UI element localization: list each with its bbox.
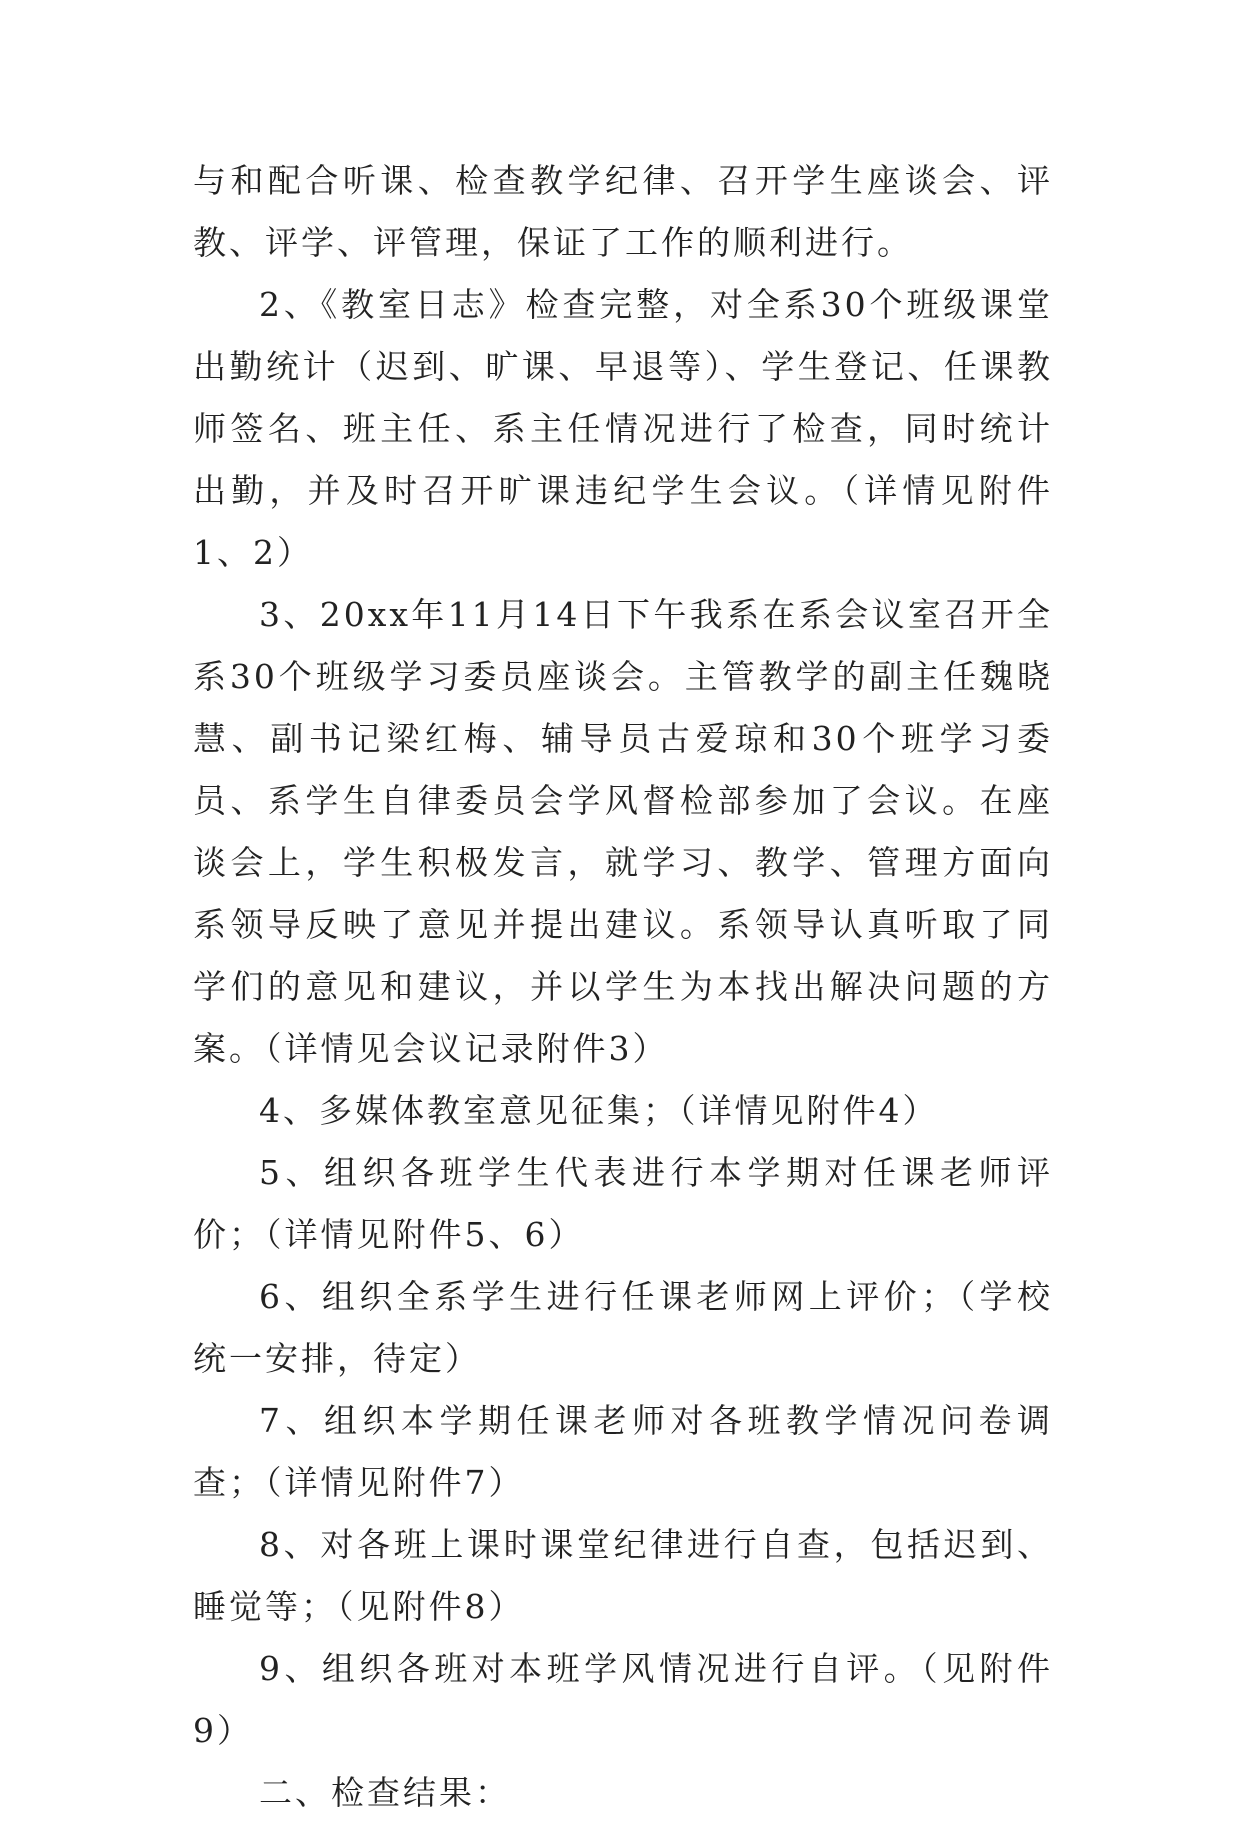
paragraph-continuation: 与和配合听课、检查教学纪律、召开学生座谈会、评教、评学、评管理，保证了工作的顺利进行。 xyxy=(193,161,1053,262)
paragraph-item-3: 3、20xx年11月14日下午我系在系会议室召开全系30个班级学习委员座谈会。主管教学的副主任魏晓慧、副书记梁红梅、辅导员古爱琼和30个班学习委员、系学生自律委员会学风督检部参加了会议。在座谈会上，学生积极发言，就学习、教学、管理方面向系领导反映了意见并提出建议。系领导认真听取了同学们的意见和建议，并以学生为本找出解决问题的方案。（详情见会议记录附件3） xyxy=(193,595,1053,1068)
paragraph-item-5: 5、组织各班学生代表进行本学期对任课老师评价；（详情见附件5、6） xyxy=(193,1153,1053,1254)
document-body xyxy=(193,150,1053,1824)
paragraph-item-9: 9、组织各班对本班学风情况进行自评。（见附件9） xyxy=(193,1649,1053,1750)
paragraph-item-4: 4、多媒体教室意见征集；（详情见附件4） xyxy=(259,1091,939,1130)
paragraph-item-2: 2、《教室日志》检查完整，对全系30个班级课堂出勤统计（迟到、旷课、早退等）、学生登记、任课教师签名、班主任、系主任情况进行了检查，同时统计出勤，并及时召开旷课违纪学生会议。（详情见附件1、2） xyxy=(193,285,1053,572)
paragraph-item-7: 7、组织本学期任课老师对各班教学情况问卷调查；（详情见附件7） xyxy=(193,1401,1053,1502)
paragraph-item-6: 6、组织全系学生进行任课老师网上评价；（学校统一安排，待定） xyxy=(193,1277,1053,1378)
paragraph-item-8: 8、对各班上课时课堂纪律进行自查，包括迟到、睡觉等；（见附件8） xyxy=(193,1525,1053,1626)
section-heading: 二、检查结果： xyxy=(259,1773,511,1812)
